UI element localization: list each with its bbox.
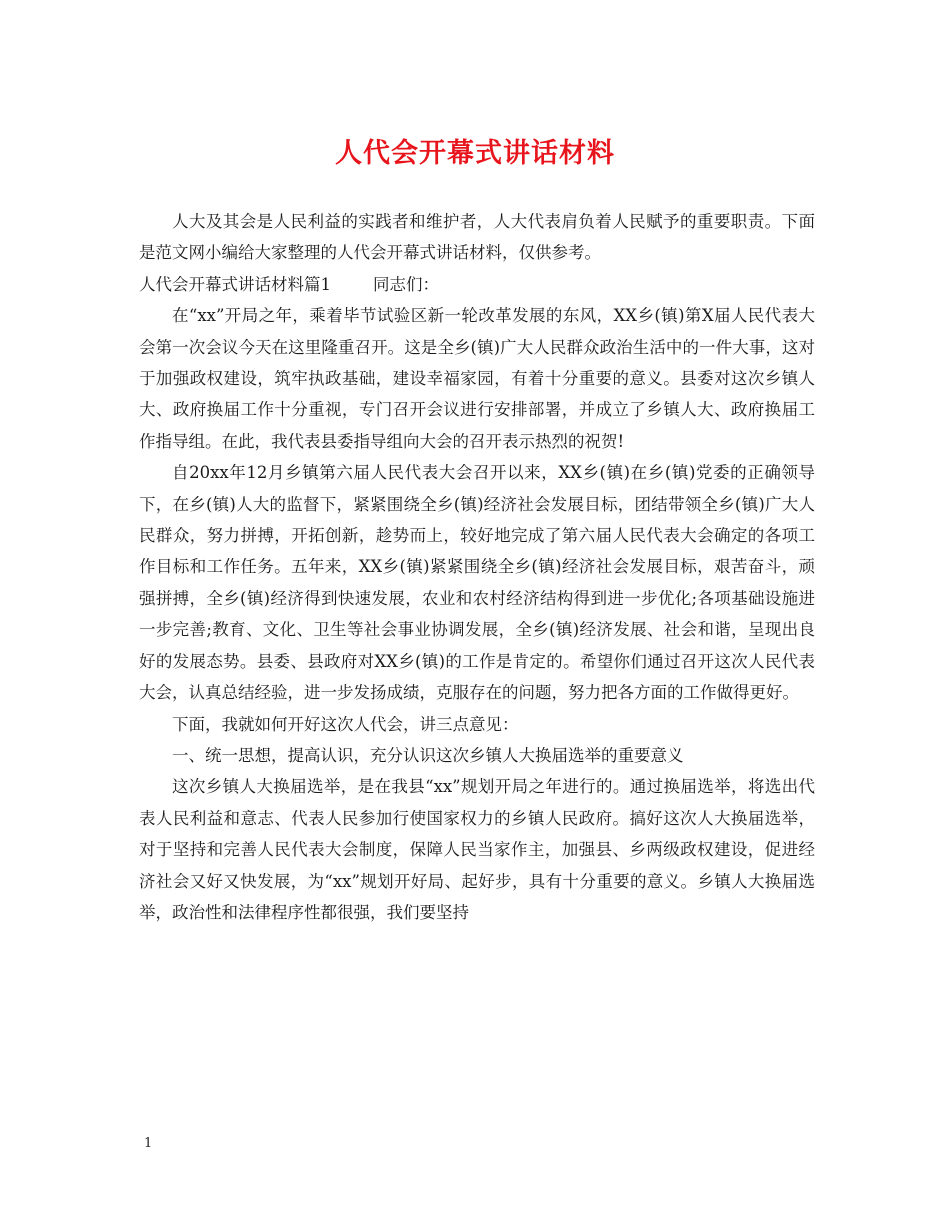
page-number: 1 <box>144 1136 153 1151</box>
document-body <box>139 206 815 928</box>
document-title: 人代会开幕式讲话材料 <box>335 138 615 169</box>
body-paragraph: 这次乡镇人大换届选举，是在我县“xx”规划开局之年进行的。通过换届选举，将选出代表人民利益和意志、代表人民参加行使国家权力的乡镇人民政府。搞好这次人大换届选举，对于坚持和完善人民代表大会制度，保障人民当家作主，加强县、乡两级政权建设，促进经济社会又好又快发展，为“xx”规划开好局、起好步，具有十分重要的意义。乡镇人大换届选举，政治性和法律程序性都很强，我们要坚持 <box>139 777 815 922</box>
body-paragraph: 在“xx”开局之年，乘着毕节试验区新一轮改革发展的东风，XX乡(镇)第X届人民代表大会第一次会议今天在这里隆重召开。这是全乡(镇)广大人民群众政治生活中的一件大事，这对于加强政权建设，筑牢执政基础，建设幸福家园，有着十分重要的意义。县委对这次乡镇人大、政府换届工作十分重视，专门召开会议进行安排部署，并成立了乡镇人大、政府换届工作指导组。在此，我代表县委指导组向大会的召开表示热烈的祝贺! <box>139 306 815 451</box>
section-heading: 人代会开幕式讲话材料篇1 <box>139 274 331 294</box>
salutation: 同志们： <box>372 274 439 294</box>
section-heading-line <box>139 269 815 300</box>
subheading-paragraph: 一、统一思想，提高认识，充分认识这次乡镇人大换届选举的重要意义 <box>172 745 684 765</box>
body-paragraph: 自20xx年12月乡镇第六届人民代表大会召开以来，XX乡(镇)在乡(镇)党委的正确领导下，在乡(镇)人大的监督下，紧紧围绕全乡(镇)经济社会发展目标，团结带领全乡(镇)广大人民群众，努力拼搏，开拓创新，趁势而上，较好地完成了第六届人民代表大会确定的各项工作目标和工作任务。五年来，XX乡(镇)紧紧围绕全乡(镇)经济社会发展目标，艰苦奋斗，顽强拼搏，全乡(镇)经济得到快速发展，农业和农村经济结构得到进一步优化;各项基础设施进一步完善;教育、文化、卫生等社会事业协调发展，全乡(镇)经济发展、社会和谐，呈现出良好的发展态势。县委、县政府对XX乡(镇)的工作是肯定的。希望你们通过召开这次人民代表大会，认真总结经验，进一步发扬成绩，克服存在的问题，努力把各方面的工作做得更好。 <box>139 463 815 703</box>
body-paragraph: 下面，我就如何开好这次人代会，讲三点意见： <box>172 714 519 734</box>
intro-paragraph: 人大及其会是人民利益的实践者和维护者，人大代表肩负着人民赋予的重要职责。下面是范文网小编给大家整理的人代会开幕式讲话材料，仅供参考。 <box>139 212 815 263</box>
